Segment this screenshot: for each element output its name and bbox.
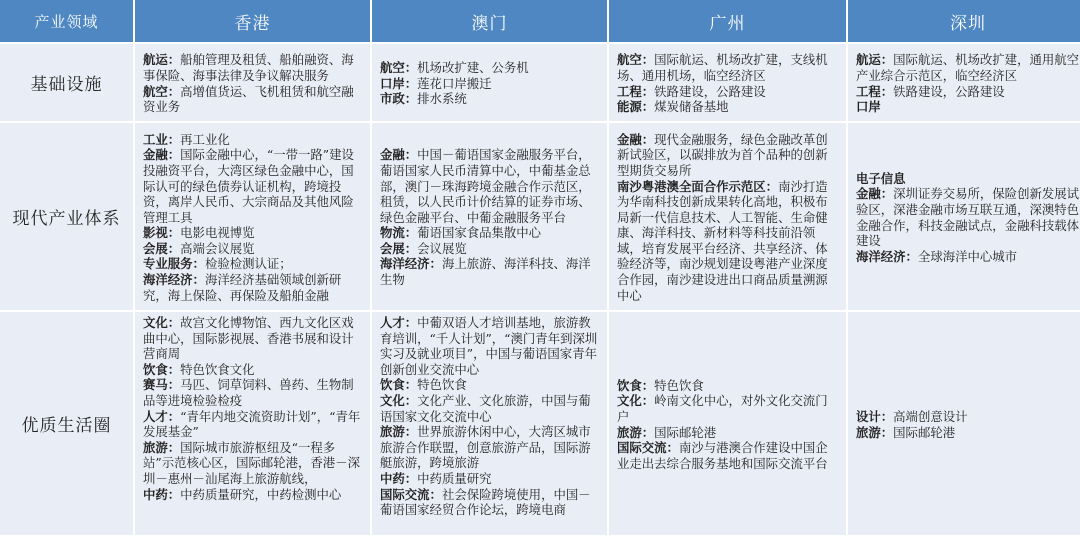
entry-label: 饮食： <box>617 377 655 393</box>
cell-life-shenzhen <box>848 312 1080 537</box>
entry-text: 煤炭储备基地 <box>654 99 729 115</box>
entry-line <box>380 60 601 76</box>
cell-infrastructure-guangzhou <box>609 44 846 123</box>
entry-text: 国际邮轮港 <box>893 424 956 440</box>
entry-text: 葡语国家食品集散中心 <box>417 225 542 241</box>
entry-text: 国际航运、机场改扩建，支线机场、通用机场，临空经济区 <box>617 52 828 83</box>
entry-label: 会展： <box>143 240 181 256</box>
entry-label: 南沙粤港澳全面合作示范区： <box>617 178 779 194</box>
entry-label: 人才： <box>380 315 418 330</box>
entry-text: 莲花口岸搬迁 <box>417 75 492 91</box>
entry-label: 中药： <box>380 470 418 486</box>
entry-line <box>856 186 1080 248</box>
entry-text: 船舶管理及租赁、船舶融资、海事保险、海事法律及争议解决服务 <box>143 52 354 83</box>
entry-line <box>380 256 601 287</box>
entry-line <box>143 84 364 115</box>
entry-line <box>617 440 840 471</box>
entry-text: 铁路建设，公路建设 <box>893 83 1005 99</box>
entry-line <box>143 487 364 503</box>
entry-text: 检验检测认证； <box>204 256 292 272</box>
entry-label: 航空： <box>143 83 181 99</box>
entry-label: 金融： <box>856 186 894 202</box>
entry-label: 航空： <box>380 60 418 76</box>
header-field: 产业领域 <box>0 0 133 44</box>
entry-label: 文化： <box>143 315 181 330</box>
cell-industry-hongkong <box>135 123 370 312</box>
entry-label: 旅游： <box>617 424 655 440</box>
entry-line <box>143 256 364 272</box>
entry-line <box>143 147 364 225</box>
cell-life-guangzhou <box>609 312 846 537</box>
entry-text: 海上旅游、海洋科技、海洋生物 <box>380 256 591 288</box>
entry-text: “青年内地交流资助计划”，“青年发展基金” <box>143 408 361 440</box>
entry-text: 世界旅游休闲中心，大湾区城市旅游合作联盟，创意旅游产品，国际游艇旅游，跨境旅游 <box>380 424 591 471</box>
entry-label: 饮食： <box>143 361 181 377</box>
entry-label: 航运： <box>143 52 181 68</box>
entry-line <box>617 378 840 394</box>
entry-label: 文化： <box>617 393 655 409</box>
entry-text: 全球海洋中心城市 <box>917 248 1018 264</box>
entry-text: 南沙与港澳合作建设中国企业走出去综合服务基地和国际交流平台 <box>617 440 828 471</box>
entry-label: 电子信息 <box>856 170 906 186</box>
entry-label: 工业： <box>143 131 181 147</box>
entry-line <box>617 84 840 100</box>
entry-line <box>380 487 601 518</box>
entry-line <box>856 409 1080 425</box>
entry-label: 设计： <box>856 408 894 424</box>
entry-line <box>856 425 1080 441</box>
entry-label: 文化： <box>380 392 418 408</box>
entry-text: 再工业化 <box>180 131 230 147</box>
entry-line <box>380 147 601 225</box>
entry-line <box>380 225 601 241</box>
entry-line <box>617 179 840 304</box>
cell-industry-macau <box>372 123 607 312</box>
entry-label: 旅游： <box>856 424 894 440</box>
entry-line <box>856 99 1080 115</box>
header-shenzhen: 深圳 <box>848 0 1080 44</box>
entry-label: 赛马： <box>143 377 181 393</box>
entry-text: 深圳证券交易所，保险创新发展试验区，深港金融市场互联互通，深澳特色金融合作，科技金融试点，金融科技载体建设 <box>856 186 1080 249</box>
entry-label: 口岸 <box>856 99 881 115</box>
entry-line <box>380 377 601 393</box>
entry-label: 国际交流： <box>617 440 679 456</box>
entry-line <box>856 84 1080 100</box>
entry-text: 社会保险跨境使用，中国－葡语国家经贸合作论坛，跨境电商 <box>380 486 591 518</box>
entry-label: 会展： <box>380 240 418 256</box>
entry-line <box>143 272 364 303</box>
entry-label: 口岸： <box>380 75 418 91</box>
entry-line <box>143 225 364 241</box>
entry-line <box>380 91 601 107</box>
entry-label: 航运： <box>856 52 894 68</box>
entry-text: 高端会议展览 <box>180 240 255 256</box>
entry-label: 金融： <box>143 147 181 163</box>
entry-label: 人才： <box>143 408 181 424</box>
entry-label: 中药： <box>143 486 181 502</box>
entry-text: 特色饮食文化 <box>180 361 255 377</box>
cell-industry-guangzhou <box>609 123 846 312</box>
entry-text: 故宫文化博物馆、西九文化区戏曲中心，国际影视展、香港书展和设计营商周 <box>143 315 354 362</box>
entry-label: 市政： <box>380 91 418 107</box>
entry-text: 南沙打造为华南科技创新成果转化高地，积极布局新一代信息技术、人工智能、生命健康、海洋科技、新材料等科技前沿领域，培育发展平台经济、共享经济、体验经济等，南沙规划建设粤港产业深度合作园，南沙建设进出口商品质量溯源中心 <box>617 178 828 303</box>
header-macau: 澳门 <box>372 0 607 44</box>
entry-line <box>380 471 601 487</box>
entry-line <box>380 241 601 257</box>
entry-text: 中葡双语人才培训基地，旅游教育培训，“千人计划”，“澳门青年到深圳实习及就业项目”，中国与葡语国家青年创新创业交流中心 <box>380 315 598 377</box>
cell-life-macau <box>372 312 607 537</box>
cell-infrastructure-shenzhen <box>848 44 1080 123</box>
entry-label: 国际交流： <box>380 486 442 502</box>
entry-line <box>856 249 1080 265</box>
entry-label: 饮食： <box>380 377 418 393</box>
entry-text: 国际邮轮港 <box>654 424 717 440</box>
entry-label: 工程： <box>617 83 655 99</box>
entry-text: 会议展览 <box>417 240 467 256</box>
row-label-infrastructure: 基础设施 <box>0 44 133 123</box>
cell-infrastructure-hongkong <box>135 44 370 123</box>
entry-label: 能源： <box>617 99 655 115</box>
entry-text: 海洋经济基础领域创新研究，海上保险、再保险及船舶金融 <box>143 272 342 303</box>
entry-text: 特色饮食 <box>654 377 704 393</box>
entry-label: 旅游： <box>380 424 418 440</box>
entry-line <box>143 241 364 257</box>
entry-label: 物流： <box>380 225 418 241</box>
entry-label: 金融： <box>617 131 655 147</box>
entry-line <box>617 132 840 179</box>
entry-line <box>380 424 601 471</box>
entry-line <box>380 393 601 424</box>
entry-label: 航空： <box>617 52 655 68</box>
entry-text: 高端创意设计 <box>893 408 968 424</box>
entry-label: 工程： <box>856 83 894 99</box>
entry-line <box>617 52 840 83</box>
entry-line <box>380 315 601 377</box>
row-label-quality-life: 优质生活圈 <box>0 312 133 537</box>
entry-line <box>617 99 840 115</box>
entry-line <box>617 393 840 424</box>
entry-label: 专业服务： <box>143 256 205 272</box>
header-guangzhou: 广州 <box>609 0 846 44</box>
entry-text: 排水系统 <box>417 91 467 107</box>
entry-line <box>143 377 364 408</box>
entry-text: 中药质量研究，中药检测中心 <box>180 486 342 502</box>
entry-text: 马匹、饲草饲料、兽药、生物制品等进境检验检疫 <box>143 377 354 408</box>
entry-line <box>380 76 601 92</box>
header-hongkong: 香港 <box>135 0 370 44</box>
entry-label: 海洋经济： <box>380 256 442 272</box>
entry-line <box>143 362 364 378</box>
entry-label: 金融： <box>380 147 418 163</box>
entry-label: 旅游： <box>143 439 181 455</box>
entry-text: 中药质量研究 <box>417 470 492 486</box>
entry-line <box>143 409 364 440</box>
cell-infrastructure-macau <box>372 44 607 123</box>
entry-line <box>143 315 364 362</box>
cell-industry-shenzhen <box>848 123 1080 312</box>
entry-text: 电影电视博览 <box>180 225 255 241</box>
entry-text: 高增值货运、飞机租赁和航空融资业务 <box>143 83 354 115</box>
entry-text: 岭南文化中心，对外文化交流门户 <box>617 393 828 424</box>
entry-text: 中国－葡语国家金融服务平台，葡语国家人民币清算中心，中葡基金总部，澳门－珠海跨境金融合作示范区，租赁，以人民币计价结算的证券市场、绿色金融平台、中葡金融服务平台 <box>380 147 591 225</box>
entry-text: 国际金融中心，“一带一路”建设投融资平台，大湾区绿色金融中心，国际认可的绿色债券认证机构，跨境投资，离岸人民币、大宗商品及其他风险管理工具 <box>143 147 354 225</box>
entry-text: 文化产业、文化旅游，中国与葡语国家文化交流中心 <box>380 392 591 424</box>
entry-line <box>143 440 364 487</box>
entry-text: 国际城市旅游枢纽及“一程多站”示范核心区，国际邮轮港，香港－深圳－惠州－汕尾海上旅游航线， <box>143 439 360 486</box>
entry-text: 现代金融服务，绿色金融改革创新试验区，以碳排放为首个品种的创新型期货交易所 <box>617 131 828 178</box>
entry-text: 铁路建设，公路建设 <box>654 83 766 99</box>
entry-line <box>856 171 1080 187</box>
entry-label: 海洋经济： <box>856 248 918 264</box>
entry-line <box>617 425 840 441</box>
entry-label: 影视： <box>143 225 181 241</box>
entry-text: 国际航运、机场改扩建，通用航空产业综合示范区，临空经济区 <box>856 52 1080 83</box>
entry-label: 海洋经济： <box>143 272 205 288</box>
entry-line <box>856 52 1080 83</box>
entry-text: 机场改扩建、公务机 <box>417 60 529 76</box>
row-label-modern-industry: 现代产业体系 <box>0 123 133 312</box>
entry-line <box>143 52 364 83</box>
entry-line <box>143 132 364 148</box>
entry-text: 特色饮食 <box>417 377 467 393</box>
cell-life-hongkong <box>135 312 370 537</box>
